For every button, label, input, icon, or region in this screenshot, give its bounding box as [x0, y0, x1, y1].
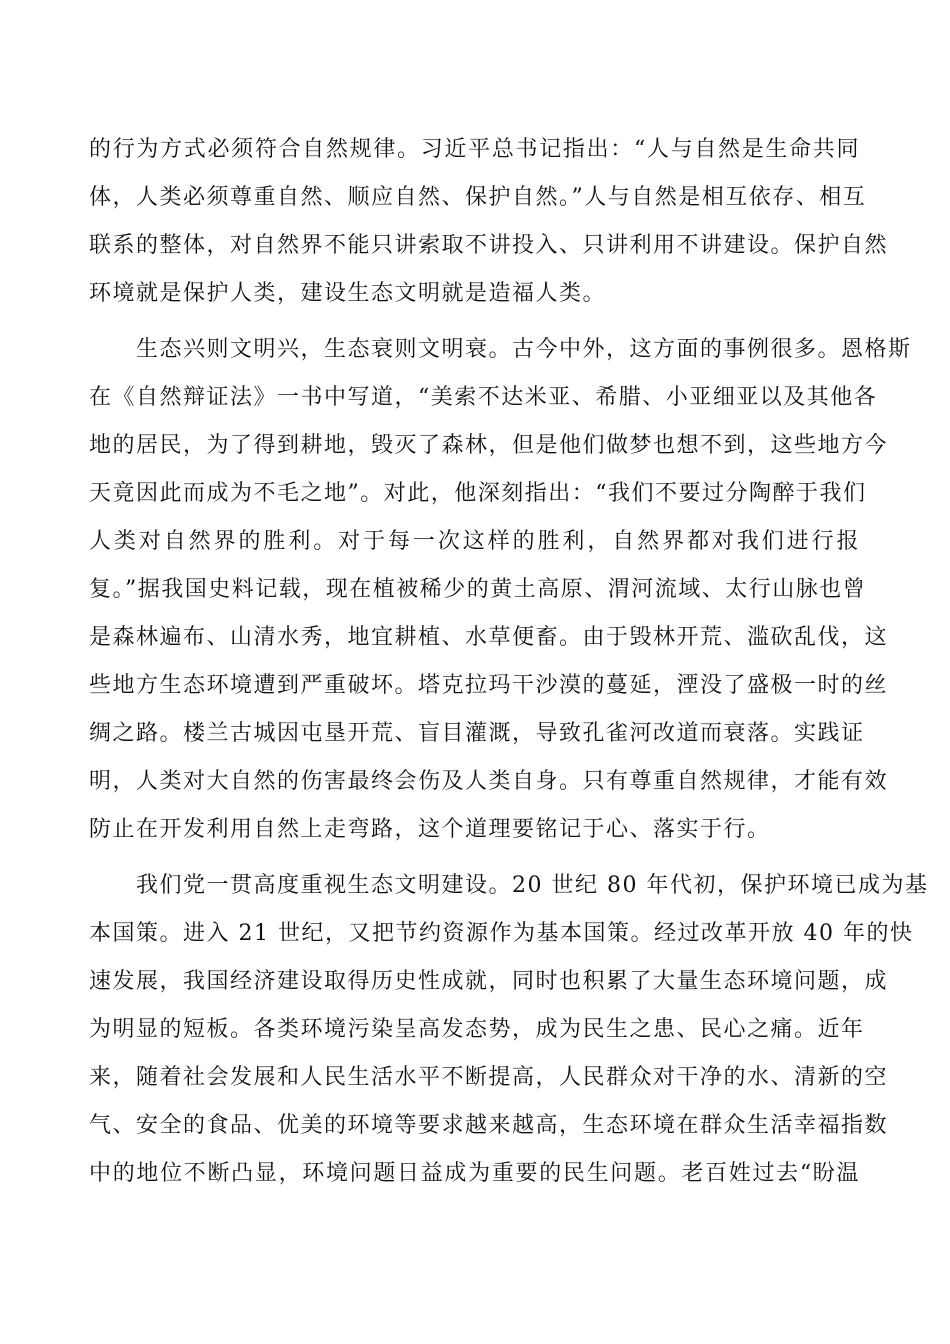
text-line: 是森林遍布、山清水秀，地宜耕植、水草便畜。由于毁林开荒、滥砍乱伐，这 — [89, 625, 889, 650]
text-line: 环境就是保护人类，建设生态文明就是造福人类。 — [89, 281, 607, 306]
text-line: 人类对自然界的胜利。对于每一次这样的胜利，自然界都对我们进行报 — [89, 529, 860, 554]
text-line: 天竟因此而成为不毛之地”。对此，他深刻指出：“我们不要过分陶醉于我们 — [89, 481, 867, 506]
text-line: 气、安全的食品、优美的环境等要求越来越高，生态环境在群众生活幸福指数 — [89, 1113, 889, 1138]
text-line: 生态兴则文明兴，生态衰则文明衰。古今中外，这方面的事例很多。恩格斯 — [89, 337, 912, 362]
text-line: 的行为方式必须符合自然规律。习近平总书记指出：“人与自然是生命共同 — [89, 137, 860, 162]
text-line: 联系的整体，对自然界不能只讲索取不讲投入、只讲利用不讲建设。保护自然 — [89, 233, 889, 258]
text-line: 复。”据我国史料记载，现在植被稀少的黄土高原、渭河流域、太行山脉也曾 — [89, 577, 867, 602]
text-line: 我们党一贯高度重视生态文明建设。20 世纪 80 年代初，保护环境已成为基 — [89, 873, 929, 898]
text-line: 些地方生态环境遭到严重破坏。塔克拉玛干沙漠的蔓延，湮没了盛极一时的丝 — [89, 673, 889, 698]
text-line: 中的地位不断凸显，环境问题日益成为重要的民生问题。老百姓过去“盼温 — [89, 1161, 860, 1186]
text-line: 本国策。进入 21 世纪，又把节约资源作为基本国策。经过改革开放 40 年的快 — [89, 921, 914, 946]
text-line: 明，人类对大自然的伤害最终会伤及人类自身。只有尊重自然规律，才能有效 — [89, 769, 889, 794]
text-line: 防止在开发利用自然上走弯路，这个道理要铭记于心、落实于行。 — [89, 817, 771, 842]
text-line: 绸之路。楼兰古城因屯垦开荒、盲目灌溉，导致孔雀河改道而衰落。实践证 — [89, 721, 865, 746]
text-line: 为明显的短板。各类环境污染呈高发态势，成为民生之患、民心之痛。近年 — [89, 1017, 865, 1042]
text-line: 来，随着社会发展和人民生活水平不断提高，人民群众对干净的水、清新的空 — [89, 1065, 889, 1090]
text-line: 体，人类必须尊重自然、顺应自然、保护自然。”人与自然是相互依存、相互 — [89, 185, 867, 210]
text-line: 速发展，我国经济建设取得历史性成就，同时也积累了大量生态环境问题，成 — [89, 969, 889, 994]
text-line: 地的居民，为了得到耕地，毁灭了森林，但是他们做梦也想不到，这些地方今 — [89, 433, 889, 458]
text-line: 在《自然辩证法》一书中写道，“美索不达米亚、希腊、小亚细亚以及其他各 — [89, 385, 878, 410]
